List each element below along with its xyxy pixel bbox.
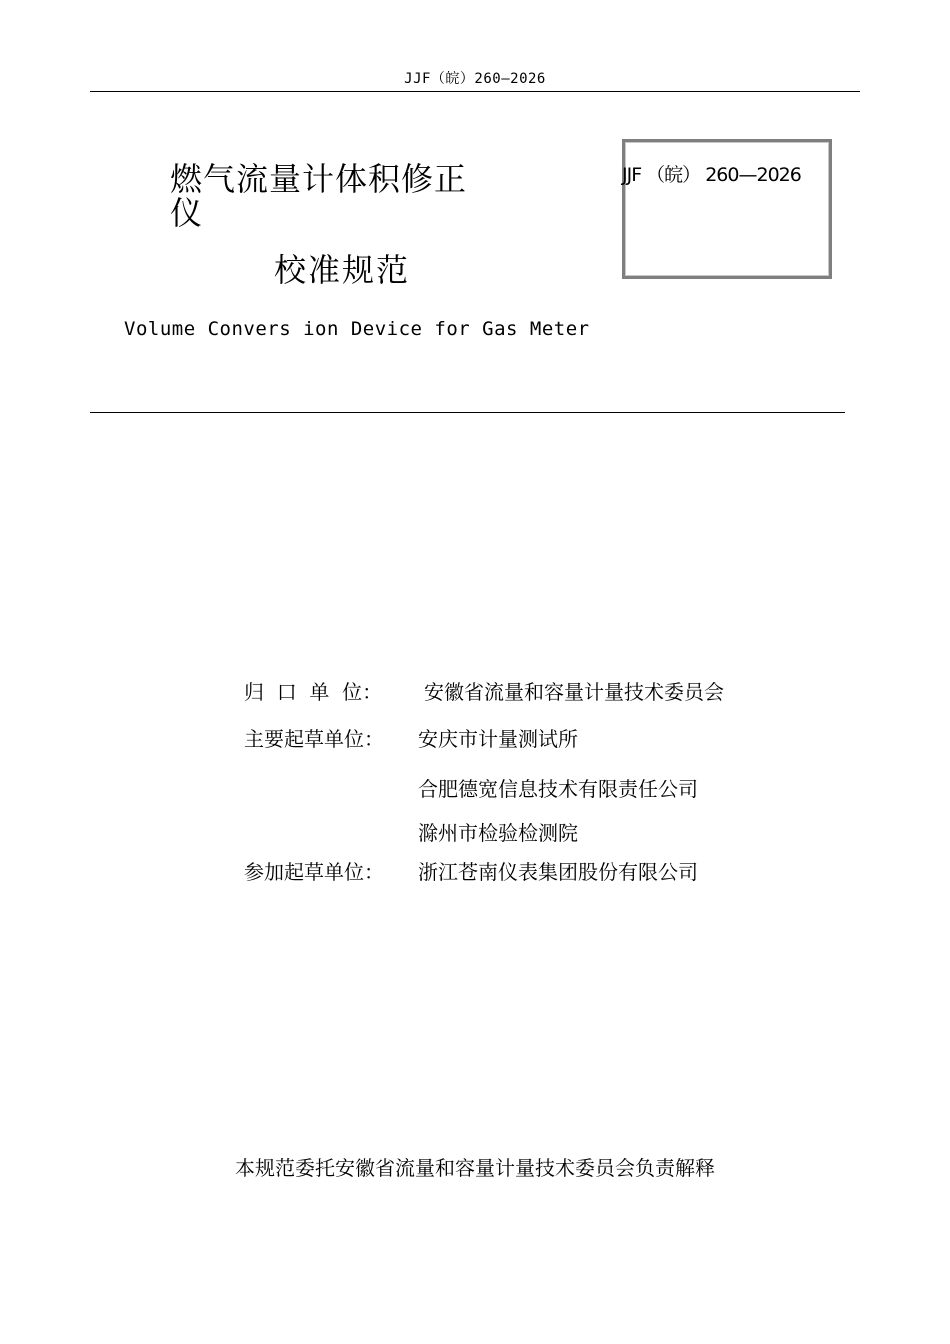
document-subtitle: 校准规范 <box>274 251 411 289</box>
responsible-unit-label: 归 口 单 位： <box>244 680 383 704</box>
main-drafter-item: 合肥德宽信息技术有限责任公司 <box>418 777 698 801</box>
document-code-box <box>622 139 832 279</box>
main-drafters-label: 主要起草单位： <box>244 727 384 751</box>
document-title: 燃气流量计体积修正仪 <box>170 160 468 232</box>
main-drafter-item: 安庆市计量测试所 <box>418 727 578 751</box>
main-drafter-item: 滁州市检验检测院 <box>418 821 578 845</box>
responsible-unit-value: 安徽省流量和容量计量技术委员会 <box>424 680 724 704</box>
header-divider <box>90 91 860 92</box>
header-document-code: JJF（皖）260—2026 <box>404 71 546 87</box>
english-title: Volume Convers ion Device for Gas Meter <box>124 318 590 340</box>
participating-drafter-value: 浙江苍南仪表集团股份有限公司 <box>418 860 698 884</box>
footer-interpretation-note: 本规范委托安徽省流量和容量计量技术委员会负责解释 <box>235 1156 715 1180</box>
section-divider <box>90 412 845 413</box>
participating-drafters-label: 参加起草单位： <box>244 860 384 884</box>
code-box-text: JJF （皖） 260—2026 <box>622 164 801 186</box>
